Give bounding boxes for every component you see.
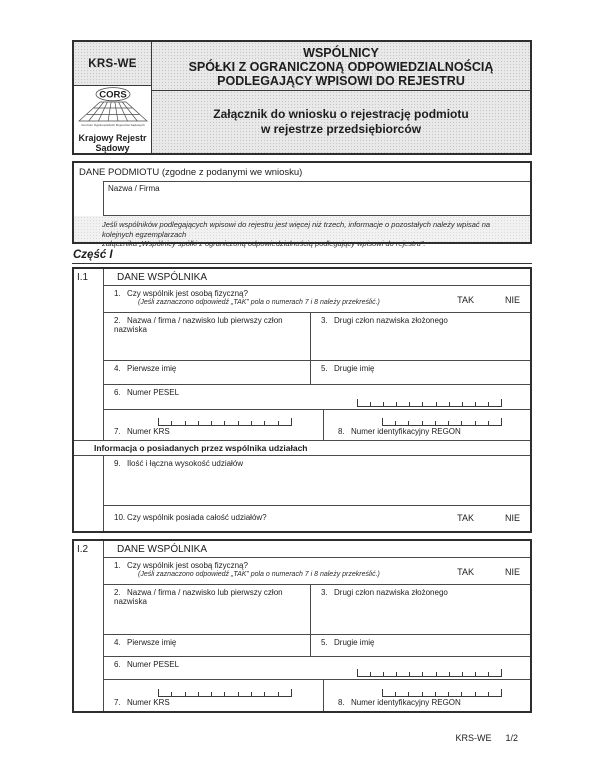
field-second-name-part[interactable]: [311, 313, 530, 360]
regon-digit-boxes[interactable]: [382, 689, 502, 697]
field-first-name-part[interactable]: [104, 585, 311, 634]
question-note: (Jeśli zaznaczono odpowiedź „TAK” pola o numerach 7 i 8 należy przekreślić.): [138, 571, 380, 578]
comb-cell: [476, 402, 489, 406]
pesel-row: [104, 657, 530, 680]
comb-cell: [462, 421, 475, 425]
entity-note: [74, 216, 530, 248]
form-title-line: PODLEGAJĄCY WPISOWI DO REJESTRU: [217, 74, 465, 88]
field-number: 7.: [114, 427, 121, 436]
section-i1-title: DANE WSPÓLNIKA: [104, 269, 530, 286]
comb-cell: [450, 402, 463, 406]
page-footer: [72, 733, 532, 743]
field-number: 4.: [114, 364, 121, 373]
comb-cell: [186, 692, 199, 696]
logo-name-line: Sądowy: [95, 143, 130, 153]
comb-cell: [396, 421, 409, 425]
section-i1-shares-spine: [74, 456, 104, 531]
comb-cell: [239, 421, 252, 425]
comb-cell: [358, 402, 371, 406]
field-number: 2.: [114, 316, 121, 325]
comb-cell: [172, 421, 185, 425]
form-subtitle-line: Załącznik do wniosku o rejestrację podmiotu: [213, 107, 469, 121]
comb-cell: [186, 421, 199, 425]
section-i2-id: I.2: [74, 541, 104, 711]
regon-digit-boxes[interactable]: [382, 418, 502, 426]
section-i2: [72, 539, 532, 713]
field-number: 9.: [114, 459, 121, 468]
cors-logo-icon: [78, 87, 148, 128]
comb-cell: [358, 672, 371, 676]
comb-cell: [423, 421, 436, 425]
form-title: [152, 42, 530, 91]
form-title-line: SPÓŁKI Z OGRANICZONĄ ODPOWIEDZIALNOŚCIĄ: [188, 60, 494, 74]
field-number: 3.: [321, 588, 328, 597]
section-i2-main-band: [74, 541, 530, 711]
field-label: Pierwsze imię: [127, 364, 177, 373]
field-label: Nazwa / firma / nazwisko lub pierwszy człon nazwiska: [114, 316, 283, 334]
comb-cell: [423, 402, 436, 406]
comb-cell: [279, 421, 291, 425]
yes-option[interactable]: TAK: [457, 567, 474, 577]
comb-cell: [436, 692, 449, 696]
comb-cell: [410, 402, 423, 406]
comb-cell: [462, 692, 475, 696]
given-names-row: [104, 635, 530, 657]
header-left-column: [74, 42, 152, 153]
field-label: Numer PESEL: [127, 388, 180, 397]
comb-cell: [463, 402, 476, 406]
shares-subheader: Informacja o posiadanych przez wspólnika udziałach: [74, 440, 530, 456]
no-option[interactable]: NIE: [504, 513, 520, 523]
comb-cell: [489, 672, 501, 676]
comb-cell: [159, 421, 172, 425]
entity-name-label: Nazwa / Firma: [108, 184, 160, 193]
krs-digit-boxes[interactable]: [158, 689, 292, 697]
comb-cell: [199, 421, 212, 425]
grid-trapezoid-icon: [79, 102, 147, 121]
comb-cell: [476, 421, 489, 425]
section-i1-shares-band: [74, 456, 530, 531]
section-i1: [72, 267, 532, 533]
field-number: 7.: [114, 698, 121, 707]
comb-cell: [397, 402, 410, 406]
section-i1-main-band: [74, 269, 530, 440]
field-number: 6.: [114, 388, 121, 397]
section-i2-fields: [104, 541, 530, 711]
comb-cell: [383, 421, 396, 425]
no-option[interactable]: NIE: [504, 295, 520, 305]
comb-cell: [410, 672, 423, 676]
comb-cell: [489, 692, 501, 696]
footer-form-code: KRS-WE: [455, 733, 492, 743]
header-right-column: [152, 42, 530, 153]
comb-cell: [409, 692, 422, 696]
comb-cell: [384, 672, 397, 676]
comb-cell: [396, 692, 409, 696]
form-title-line: WSPÓLNICY: [303, 46, 379, 60]
entity-data-box: [72, 161, 532, 248]
comb-cell: [476, 692, 489, 696]
comb-cell: [450, 672, 463, 676]
field-label: Numer KRS: [127, 698, 170, 707]
field-shares-amount[interactable]: [104, 456, 530, 506]
comb-cell: [252, 692, 265, 696]
yes-option[interactable]: TAK: [457, 295, 474, 305]
comb-cell: [199, 692, 212, 696]
section-i1-id: I.1: [74, 269, 104, 440]
krs-logo: [74, 86, 151, 153]
comb-cell: [265, 692, 278, 696]
field-number: 5.: [321, 364, 328, 373]
krs-digit-boxes[interactable]: [158, 418, 292, 426]
field-label: Drugi człon nazwiska złożonego: [334, 588, 448, 597]
comb-cell: [409, 421, 422, 425]
form-subtitle-line: w rejestrze przedsiębiorców: [260, 122, 422, 136]
comb-cell: [225, 692, 238, 696]
comb-cell: [384, 402, 397, 406]
field-label: Pierwsze imię: [127, 638, 177, 647]
name-fields-row: [104, 313, 530, 361]
field-number: 1.: [114, 561, 121, 570]
entity-note-line: załącznika „Wspólnicy spółki z ograniczoną odpowiedzialnością podlegający wpisowi do rejestru”.: [102, 239, 426, 248]
comb-cell: [159, 692, 172, 696]
field-label: Numer KRS: [127, 427, 170, 436]
pesel-row: [104, 385, 530, 410]
field-label: Czy wspólnik jest osobą fizyczną?: [127, 289, 248, 298]
entity-box-title: DANE PODMIOTU (zgodne z podanymi we wniosku): [79, 167, 303, 178]
field-label: Numer PESEL: [127, 660, 180, 669]
question-all-shares-row: [104, 506, 530, 531]
comb-cell: [279, 692, 291, 696]
krs-we-form: [72, 40, 532, 743]
comb-cell: [371, 402, 384, 406]
field-label: Czy wspólnik jest osobą fizyczną?: [127, 561, 248, 570]
section-i1-shares-fields: [104, 456, 530, 531]
field-label: Czy wspólnik posiada całość udziałów?: [127, 513, 267, 522]
field-second-given-name[interactable]: [311, 635, 530, 656]
comb-cell: [212, 692, 225, 696]
comb-cell: [265, 421, 278, 425]
comb-cell: [225, 421, 238, 425]
svg-text:Centrum Ogólnopolskich Rejestr: Centrum Ogólnopolskich Rejestrów Sądowych: [80, 123, 145, 128]
field-number: 6.: [114, 660, 121, 669]
question-natural-person-row: [104, 286, 530, 313]
field-label: Drugi człon nazwiska złożonego: [334, 316, 448, 325]
form-header: [72, 40, 532, 155]
field-krs-number[interactable]: [104, 410, 324, 440]
logo-name-line: Krajowy Rejestr: [78, 133, 147, 143]
name-fields-row: [104, 585, 530, 635]
field-number: 1.: [114, 289, 121, 298]
comb-cell: [437, 672, 450, 676]
entity-name-field[interactable]: [103, 181, 530, 216]
field-number: 5.: [321, 638, 328, 647]
field-label: Nazwa / firma / nazwisko lub pierwszy człon nazwiska: [114, 588, 283, 606]
comb-cell: [371, 672, 384, 676]
pesel-digit-boxes[interactable]: [357, 669, 502, 677]
comb-cell: [463, 672, 476, 676]
comb-cell: [449, 692, 462, 696]
given-names-row: [104, 361, 530, 385]
field-number: 8.: [338, 427, 345, 436]
no-option[interactable]: NIE: [504, 567, 520, 577]
field-krs-number[interactable]: [104, 680, 324, 711]
question-note: (Jeśli zaznaczono odpowiedź „TAK” pola o numerach 7 i 8 należy przekreślić.): [138, 299, 380, 306]
section-i1-fields: [104, 269, 530, 440]
field-number: 3.: [321, 316, 328, 325]
pesel-digit-boxes[interactable]: [357, 399, 502, 407]
form-subtitle: [152, 91, 530, 153]
comb-cell: [252, 421, 265, 425]
comb-cell: [476, 672, 489, 676]
krs-regon-row: [104, 680, 530, 711]
comb-cell: [423, 672, 436, 676]
comb-cell: [239, 692, 252, 696]
comb-cell: [436, 421, 449, 425]
comb-cell: [489, 402, 501, 406]
comb-cell: [489, 421, 501, 425]
form-code-cell: KRS-WE: [74, 42, 151, 86]
comb-cell: [397, 672, 410, 676]
footer-page-number: 1/2: [505, 733, 518, 743]
section-i2-title: DANE WSPÓLNIKA: [104, 541, 530, 558]
field-label: Ilość i łączna wysokość udziałów: [127, 459, 244, 468]
field-label: Drugie imię: [334, 364, 375, 373]
comb-cell: [212, 421, 225, 425]
field-label: Numer identyfikacyjny REGON: [351, 698, 461, 707]
field-number: 4.: [114, 638, 121, 647]
field-number: 2.: [114, 588, 121, 597]
field-regon-number[interactable]: [324, 680, 530, 711]
comb-cell: [423, 692, 436, 696]
question-natural-person-row: [104, 558, 530, 585]
field-number: 10.: [114, 513, 126, 522]
field-second-given-name[interactable]: [311, 361, 530, 384]
comb-cell: [383, 692, 396, 696]
comb-cell: [449, 421, 462, 425]
field-number: 8.: [338, 698, 345, 707]
part-heading: Część I: [72, 249, 532, 264]
field-label: Drugie imię: [334, 638, 375, 647]
svg-text:CORS: CORS: [98, 89, 127, 101]
field-label: Numer identyfikacyjny REGON: [351, 427, 461, 436]
field-second-name-part[interactable]: [311, 585, 530, 634]
field-first-name-part[interactable]: [104, 313, 311, 360]
krs-regon-row: [104, 410, 530, 440]
entity-note-line: Jeśli wspólników podlegających wpisowi do rejestru jest więcej niż trzech, informacje o pozostałych należy wpisać na kolejnych egzemplarzach: [102, 220, 491, 239]
field-first-given-name[interactable]: [104, 361, 311, 384]
field-regon-number[interactable]: [324, 410, 530, 440]
comb-cell: [437, 402, 450, 406]
comb-cell: [172, 692, 185, 696]
yes-option[interactable]: TAK: [457, 513, 474, 523]
field-first-given-name[interactable]: [104, 635, 311, 656]
